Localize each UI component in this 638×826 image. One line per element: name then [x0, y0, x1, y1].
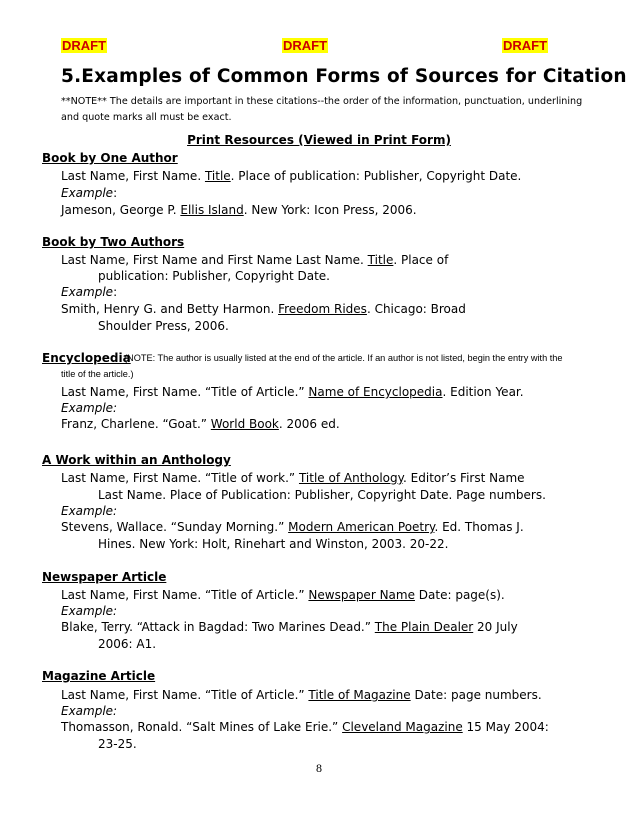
book-two-format-line2: publication: Publisher, Copyright Date. [98, 269, 330, 283]
heading-anthology: A Work within an Anthology [42, 453, 231, 467]
magazine-format: Last Name, First Name. “Title of Article.” Title of Magazine Date: page numbers. [61, 688, 542, 702]
newspaper-format: Last Name, First Name. “Title of Article.” Newspaper Name Date: page(s). [61, 588, 505, 602]
encyclopedia-format: Last Name, First Name. “Title of Article.” Name of Encyclopedia. Edition Year. [61, 385, 524, 399]
heading-book-two-authors: Book by Two Authors [42, 235, 185, 249]
heading-magazine: Magazine Article [42, 669, 156, 683]
heading-newspaper: Newspaper Article [42, 570, 167, 584]
note-line-1: **NOTE** The details are important in these citations--the order of the information, punctuation, underlining [61, 96, 583, 107]
anthology-example-label: Example: [61, 504, 118, 518]
book-one-example: Jameson, George P. Ellis Island. New York: Icon Press, 2006. [61, 203, 417, 217]
section-title: Print Resources (Viewed in Print Form) [187, 133, 451, 147]
page-number: 8 [316, 761, 322, 775]
page-title: 5.Examples of Common Forms of Sources for Citation [61, 66, 627, 87]
book-two-example-label: Example: [61, 285, 118, 299]
newspaper-example: Blake, Terry. “Attack in Bagdad: Two Marines Dead.” The Plain Dealer 20 July [61, 620, 518, 634]
book-two-format: Last Name, First Name and First Name Last Name. Title. Place of [61, 253, 449, 267]
citation-note [61, 94, 591, 126]
heading-book-one-author: Book by One Author [42, 151, 178, 165]
anthology-example: Stevens, Wallace. “Sunday Morning.” Modern American Poetry. Ed. Thomas J. [61, 520, 524, 534]
draft-label-center: DRAFT [283, 38, 328, 53]
newspaper-example-label: Example: [61, 604, 118, 618]
anthology-format-line2: Last Name. Place of Publication: Publisher, Copyright Date. Page numbers. [98, 488, 546, 502]
draft-label-left: DRAFT [62, 38, 107, 53]
encyclopedia-note-line-1: (NOTE: The author is usually listed at the end of the article. If an author is not listed, begin the entry with the [124, 353, 563, 363]
anthology-example-line2: Hines. New York: Holt, Rinehart and Winston, 2003. 20-22. [98, 537, 449, 551]
note-line-2: and quote marks all must be exact. [61, 112, 232, 123]
magazine-example-label: Example: [61, 704, 118, 718]
encyclopedia-example: Franz, Charlene. “Goat.” World Book. 2006 ed. [61, 417, 340, 431]
encyclopedia-note-line-2: title of the article.) [61, 369, 134, 379]
heading-encyclopedia: Encyclopedia [42, 351, 131, 365]
book-two-example: Smith, Henry G. and Betty Harmon. Freedom Rides. Chicago: Broad [61, 302, 466, 316]
draft-label-right: DRAFT [503, 38, 548, 53]
book-one-example-label: Example: [61, 186, 118, 200]
encyclopedia-example-label: Example: [61, 401, 118, 415]
newspaper-example-line2: 2006: A1. [98, 637, 157, 651]
magazine-example-line2: 23-25. [98, 737, 137, 751]
book-two-example-line2: Shoulder Press, 2006. [98, 319, 229, 333]
anthology-format: Last Name, First Name. “Title of work.” Title of Anthology. Editor’s First Name [61, 471, 525, 485]
book-one-format: Last Name, First Name. Title. Place of publication: Publisher, Copyright Date. [61, 169, 522, 183]
magazine-example: Thomasson, Ronald. “Salt Mines of Lake Erie.” Cleveland Magazine 15 May 2004: [61, 720, 549, 734]
